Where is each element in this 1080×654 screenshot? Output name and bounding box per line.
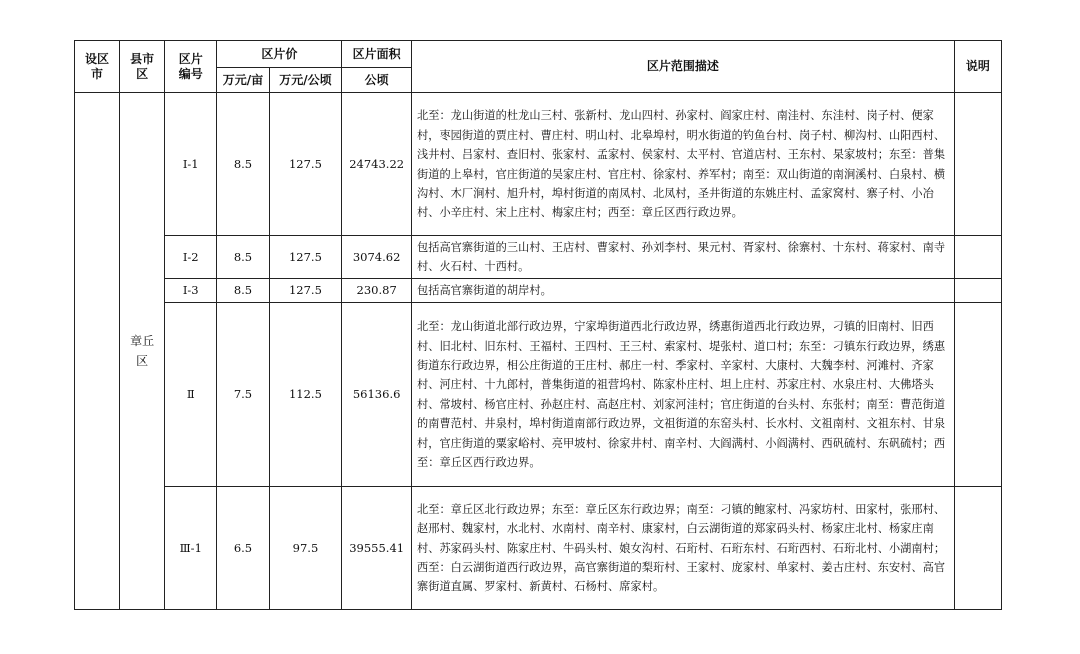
table-row [75,236,1002,279]
table-row [75,486,1002,609]
area-cell: 230.87 [342,278,412,302]
header-desc: 区片范围描述 [411,41,954,93]
zone-no-cell: Ⅰ-3 [165,278,217,302]
desc-cell: 北至：龙山街道北部行政边界，宁家埠街道西北行政边界，绣惠街道西北行政边界，刁镇的旧南村、旧西村、旧北村、旧东村、王福村、王四村、王三村、索家村、堤张村、道口村；东至：刁镇东行政边界，绣惠街道东行政边界，相公庄街道的王庄村、郝庄一村、季家村、辛家村、大康村、大魏李村、河滩村、齐家村、河庄村、十九郎村，普集街道的祖营坞村、陈家朴庄村、坦上庄村、苏家庄村、水泉庄村、大佛塔头村、常坡村、杨官庄村、孙赵庄村、高赵庄村、刘家河洼村；官庄街道的台头村、东张村；南至：曹范街道的南曹范村、井泉村，埠村街道南部行政边界，文祖街道的东窑头村、长水村、文祖南村、文祖东村、甘泉村，官庄街道的粟家峪村、亮甲坡村、徐家井村、南辛村、大阎满村、小阎满村、西矾硫村、东矾硫村；西至：章丘区西行政边界。 [411,302,954,486]
price-ha-cell: 112.5 [269,302,342,486]
header-county: 县市区 [120,41,165,93]
header-area-unit: 公顷 [342,68,412,93]
area-cell: 3074.62 [342,236,412,279]
area-cell: 56136.6 [342,302,412,486]
desc-cell: 北至：龙山街道的杜龙山三村、张新村、龙山四村、孙家村、阎家庄村、南洼村、东洼村、岗子村、便家村，枣园街道的贾庄村、曹庄村、明山村、北皋埠村，明水街道的钓鱼台村、岗子村、柳沟村、山阳西村、浅井村、吕家村、查旧村、张家村、孟家村、侯家村、太平村、官道店村、王东村、杲家坡村；东至：普集街道的上皋村，官庄街道的吴家庄村、官庄村、徐家村、养军村；南至：双山街道的南涧溪村、白泉村、横沟村、木厂涧村、旭升村，埠村街道的南凤村、北凤村，圣井街道的东姚庄村、孟家窝村、寨子村、小冶村、小辛庄村、宋上庄村、梅家庄村；西至：章丘区西行政边界。 [411,93,954,236]
price-mu-cell: 7.5 [217,302,269,486]
page-mark [534,644,544,654]
desc-cell: 北至：章丘区北行政边界；东至：章丘区东行政边界；南至：刁镇的鲍家村、冯家坊村、田家村，张邢村、赵邢村、魏家村，水北村、水南村、南辛村、康家村，白云湖街道的郑家码头村、杨家庄北村、杨家庄南村、苏家码头村、陈家庄村、牛码头村、娘女沟村、石珩村、石珩东村、石珩西村、石珩北村、小湖南村；西至：白云湖街道西行政边界，高官寨街道的梨珩村、王家村、庞家村、单家村、姜古庄村、东安村、高官寨街道直属、罗家村、新黄村、石杨村、席家村。 [411,486,954,609]
county-cell: 章丘区 [120,93,165,610]
header-zone-no: 区片编号 [165,41,217,93]
area-cell: 24743.22 [342,93,412,236]
price-ha-cell: 97.5 [269,486,342,609]
header-note: 说明 [954,41,1001,93]
city-cell [75,93,120,610]
header-price-mu: 万元/亩 [217,68,269,93]
header-city: 设区市 [75,41,120,93]
price-ha-cell: 127.5 [269,93,342,236]
area-cell: 39555.41 [342,486,412,609]
table-row [75,93,1002,236]
price-ha-cell: 127.5 [269,236,342,279]
header-zone-area: 区片面积 [342,41,412,68]
zone-no-cell: Ⅲ-1 [165,486,217,609]
zone-no-cell: Ⅰ-1 [165,93,217,236]
zone-no-cell: Ⅱ [165,302,217,486]
note-cell [954,93,1001,236]
header-row-top [75,41,1002,68]
price-mu-cell: 6.5 [217,486,269,609]
header-price-ha: 万元/公顷 [269,68,342,93]
price-mu-cell: 8.5 [217,93,269,236]
table-row [75,278,1002,302]
zone-no-cell: Ⅰ-2 [165,236,217,279]
land-price-table [74,40,1002,610]
price-ha-cell: 127.5 [269,278,342,302]
note-cell [954,302,1001,486]
note-cell [954,486,1001,609]
note-cell [954,278,1001,302]
table-row [75,302,1002,486]
price-mu-cell: 8.5 [217,236,269,279]
note-cell [954,236,1001,279]
price-mu-cell: 8.5 [217,278,269,302]
desc-cell: 包括高官寨街道的三山村、王店村、曹家村、孙刘李村、果元村、胥家村、徐寨村、十东村、蒋家村、南寺村、火石村、十西村。 [411,236,954,279]
desc-cell: 包括高官寨街道的胡岸村。 [411,278,954,302]
header-zone-price: 区片价 [217,41,342,68]
